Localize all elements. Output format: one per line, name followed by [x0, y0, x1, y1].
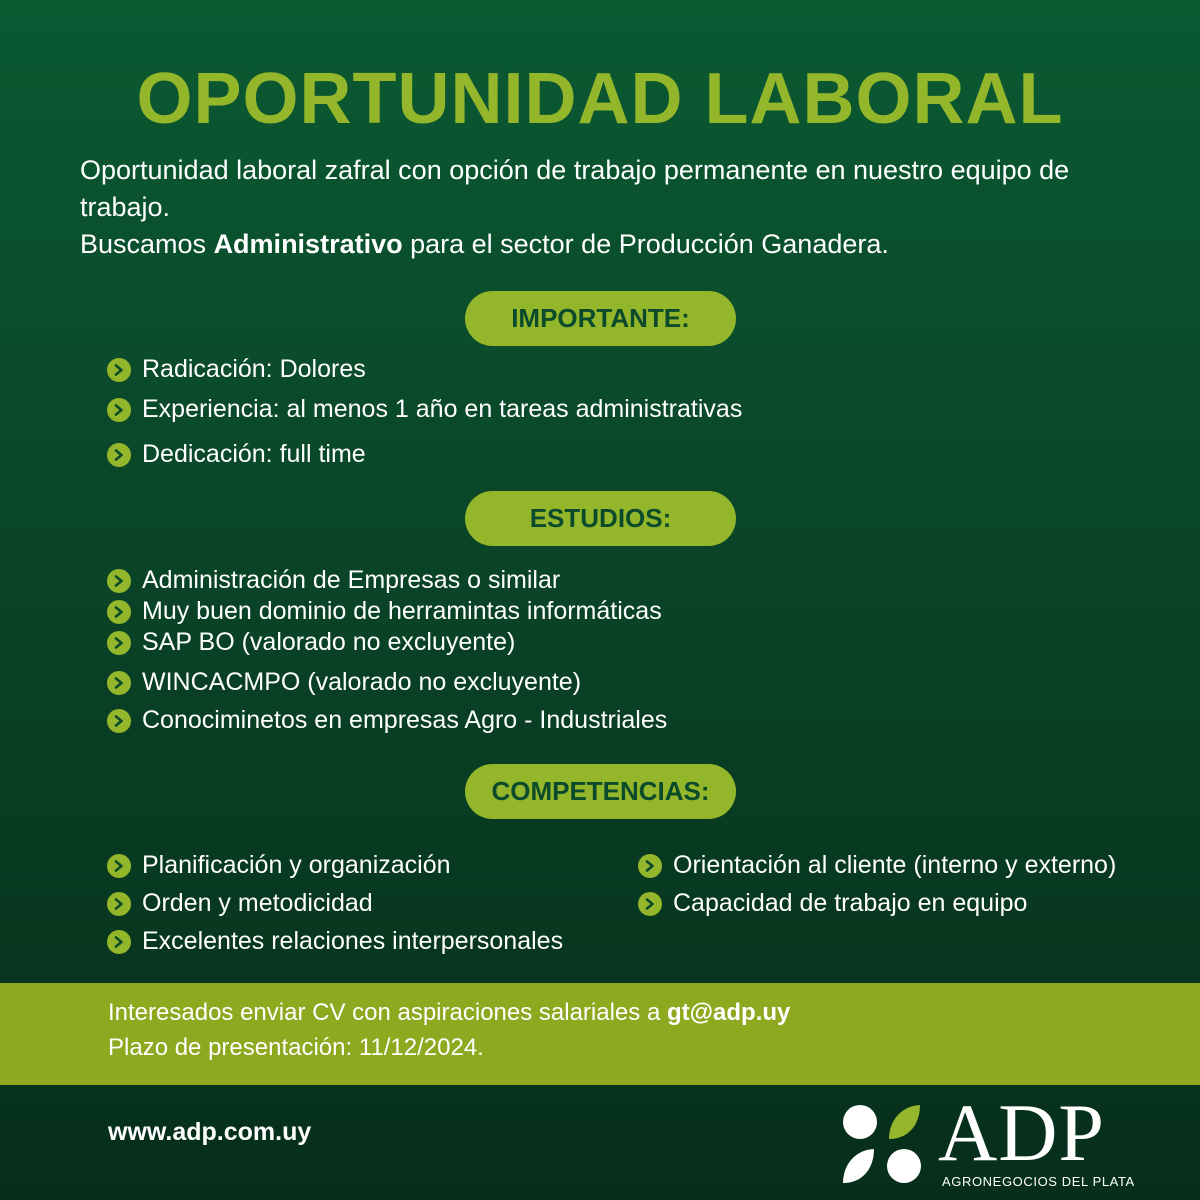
contact-email-link[interactable]: gt@adp.uy [666, 999, 791, 1026]
list-item [107, 628, 515, 657]
list-item [107, 889, 373, 918]
logo-subtitle: AGRONEGOCIOS DEL PLATA [942, 1174, 1135, 1189]
chevron-right-icon [107, 671, 131, 695]
list-item-label: WINCACMPO (valorado no excluyente) [142, 668, 582, 696]
chevron-right-icon [107, 398, 131, 422]
contact-line [108, 999, 790, 1027]
intro-text [80, 152, 1180, 263]
list-item [107, 706, 667, 735]
list-item [107, 851, 451, 880]
logo-wordmark: ADP [938, 1087, 1106, 1178]
website-link[interactable]: www.adp.com.uy [108, 1118, 312, 1146]
list-item [107, 440, 366, 469]
chevron-right-icon [107, 443, 131, 467]
page-title: OPORTUNIDAD LABORAL [136, 59, 1064, 139]
section-heading-importante: IMPORTANTE: [465, 291, 736, 346]
section-heading-competencias: COMPETENCIAS: [465, 764, 736, 819]
chevron-right-icon [107, 854, 131, 878]
list-item [107, 395, 742, 424]
list-item [107, 668, 581, 697]
list-item-label: Planificación y organización [142, 851, 451, 879]
chevron-right-icon [638, 854, 662, 878]
section-heading-estudios: ESTUDIOS: [465, 491, 736, 546]
list-item-label: Muy buen dominio de herramintas informáticas [142, 597, 662, 625]
list-item [638, 889, 1027, 918]
list-item [107, 566, 560, 595]
intro-line-3 [80, 226, 1180, 263]
contact-text: Interesados enviar CV con aspiraciones salariales a [108, 999, 667, 1026]
list-item-label: Conociminetos en empresas Agro - Industriales [142, 706, 668, 734]
list-item-label: Capacidad de trabajo en equipo [673, 889, 1028, 917]
list-item [107, 927, 563, 956]
chevron-right-icon [107, 600, 131, 624]
list-item-label: Radicación: Dolores [142, 355, 366, 383]
adp-logo-icon [840, 1102, 924, 1186]
chevron-right-icon [638, 892, 662, 916]
chevron-right-icon [107, 631, 131, 655]
list-item-label: Dedicación: full time [142, 440, 366, 468]
chevron-right-icon [107, 569, 131, 593]
list-item [107, 597, 662, 626]
list-item [638, 851, 1116, 880]
intro-line-3-suffix: para el sector de Producción Ganadera. [402, 229, 889, 259]
intro-line-1: Oportunidad laboral zafral con opción de trabajo permanente en nuestro equipo de [80, 155, 1070, 185]
chevron-right-icon [107, 930, 131, 954]
job-position: Administrativo [213, 229, 403, 259]
list-item-label: SAP BO (valorado no excluyente) [142, 628, 516, 656]
deadline-line: Plazo de presentación: 11/12/2024. [108, 1034, 484, 1061]
intro-line-3-prefix: Buscamos [80, 229, 214, 259]
list-item-label: Experiencia: al menos 1 año en tareas administrativas [142, 395, 743, 423]
chevron-right-icon [107, 892, 131, 916]
list-item-label: Administración de Empresas o similar [142, 566, 561, 594]
list-item-label: Excelentes relaciones interpersonales [142, 927, 564, 955]
list-item-label: Orientación al cliente (interno y externo) [673, 851, 1117, 879]
list-item-label: Orden y metodicidad [142, 889, 373, 917]
chevron-right-icon [107, 709, 131, 733]
chevron-right-icon [107, 358, 131, 382]
intro-line-2: trabajo. [80, 192, 171, 222]
list-item [107, 355, 366, 384]
